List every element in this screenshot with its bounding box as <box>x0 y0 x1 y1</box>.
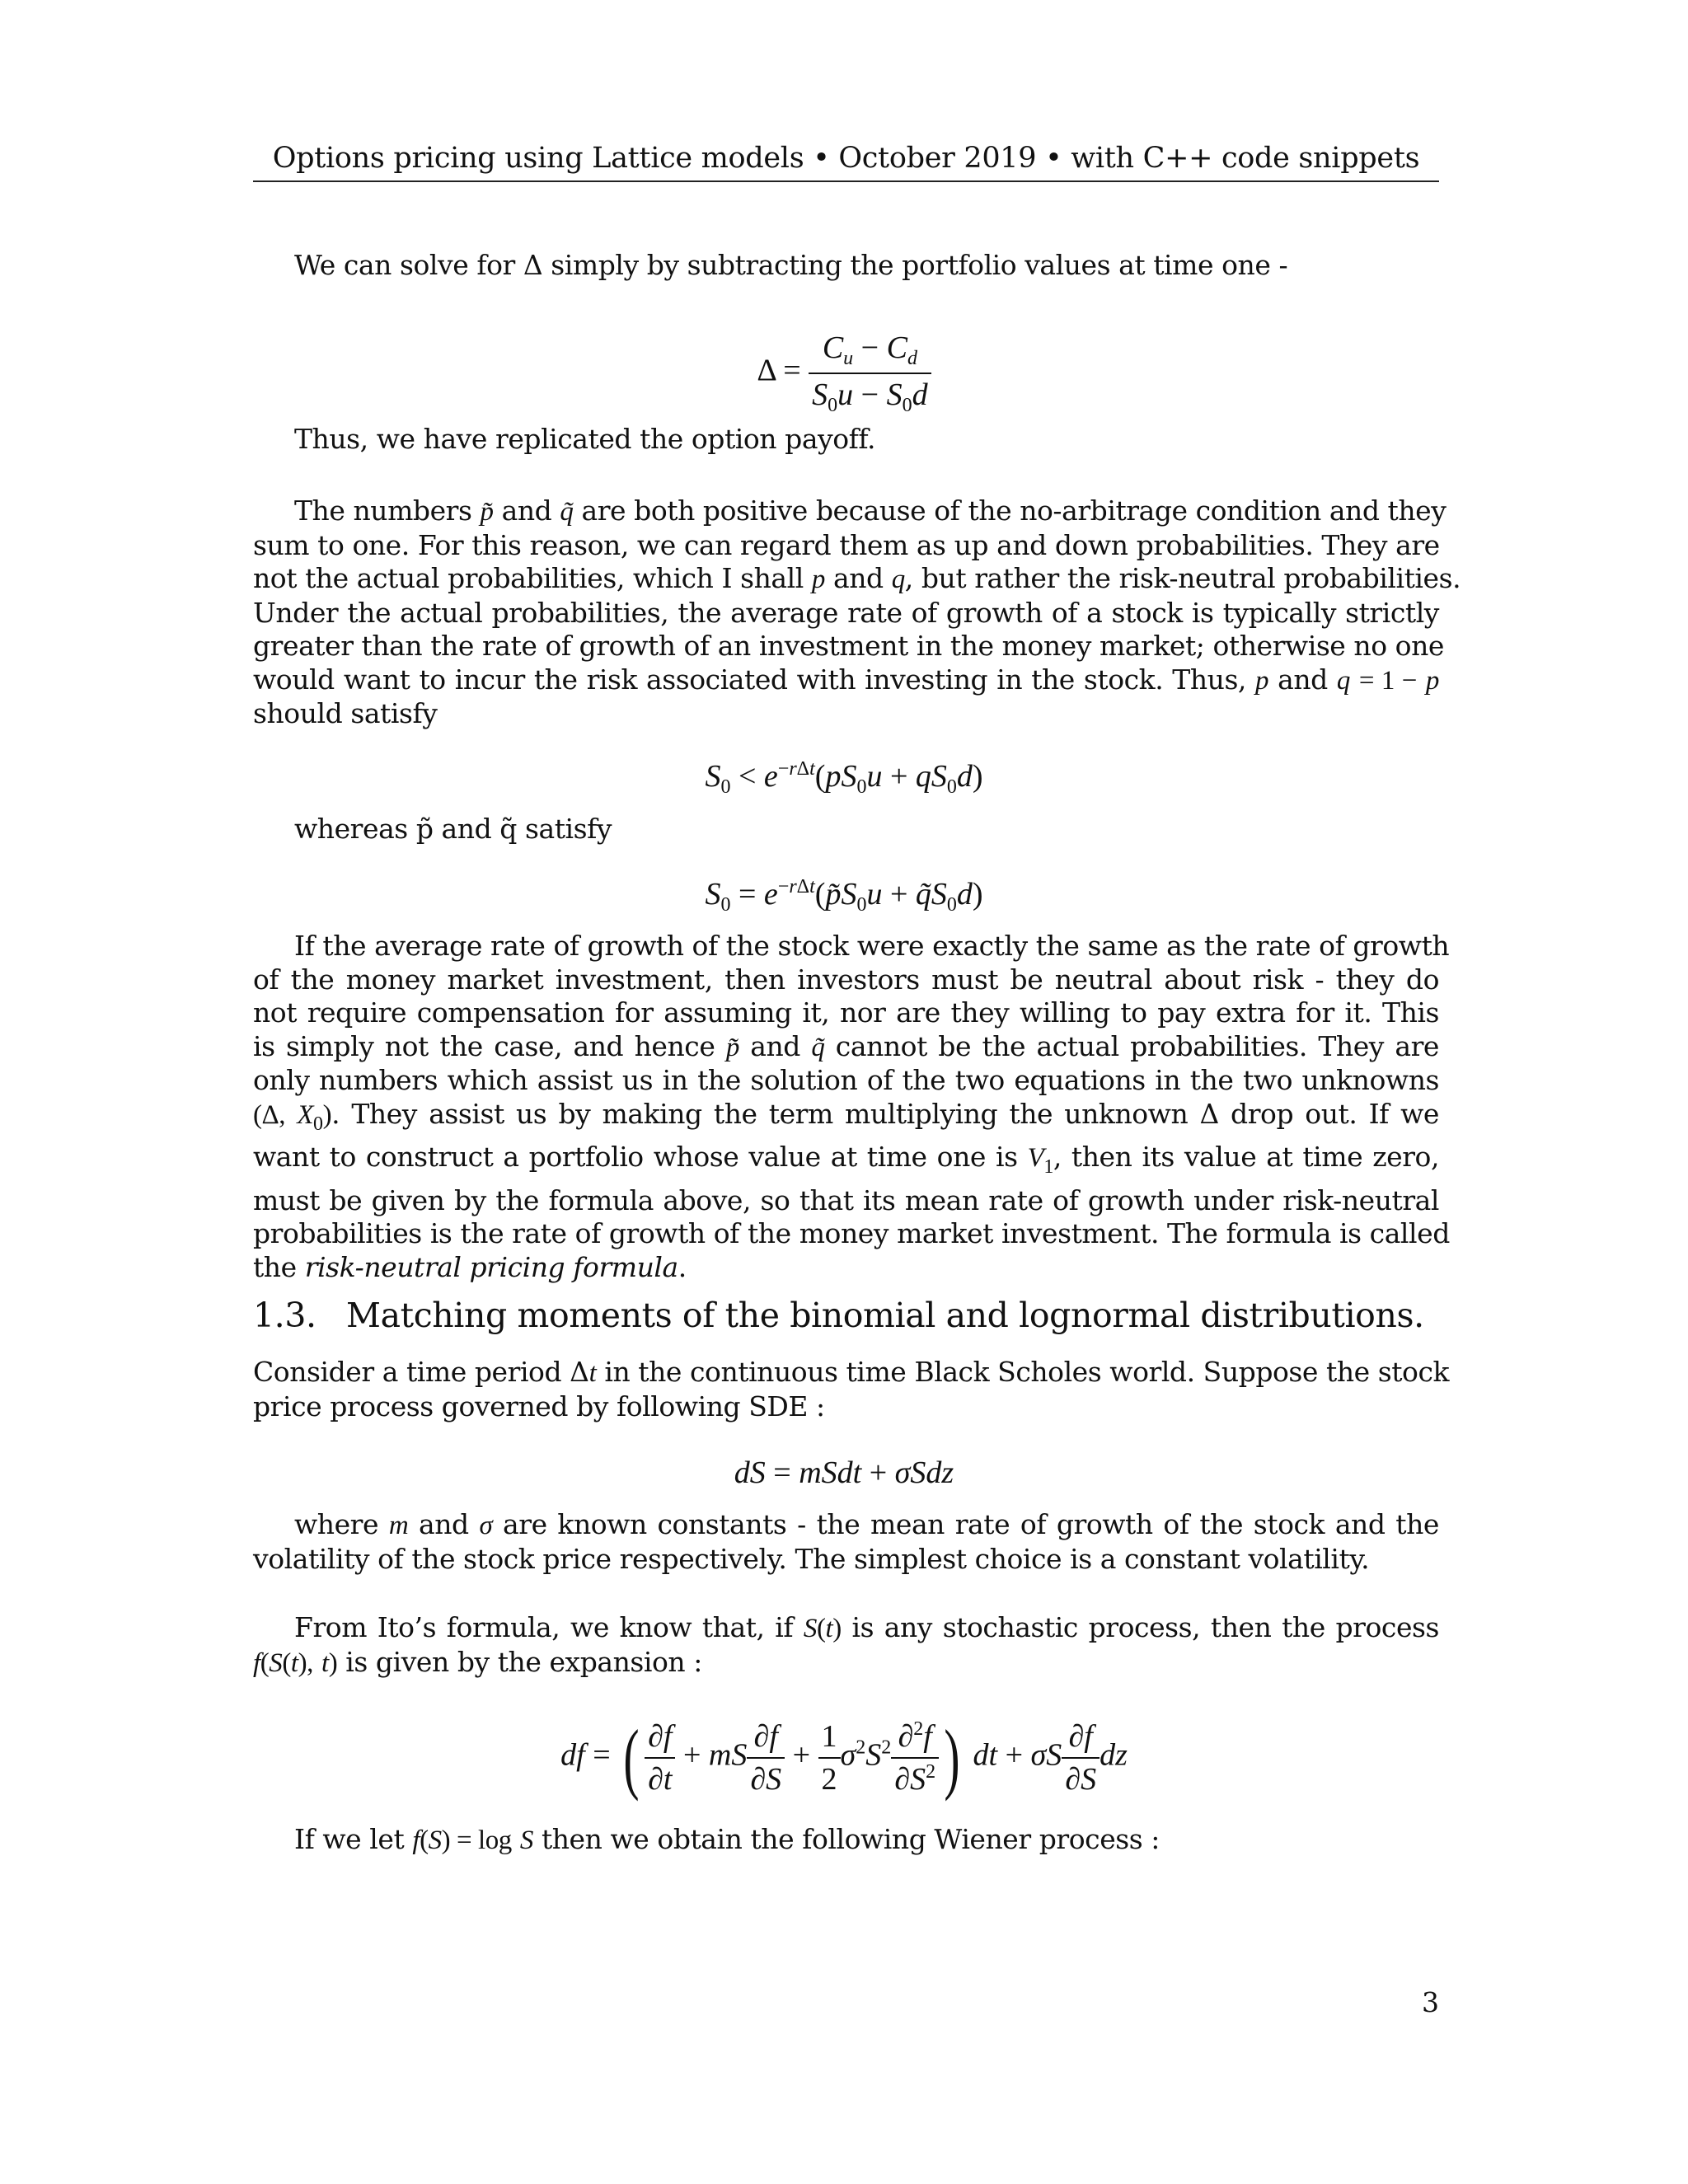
paragraph-risk-neutral: The numbers p̃ and q̃ are both positive because of the no-arbitrage condition and they sum to one. For this reason, we can regard them as up and down probabilities. They are not the actual probabilities, which I shall p and q, but rather the risk-neutral probabilities. Under the actual probabilities, the average rate of growth of a stock is typically strictly greater than the rate of growth of an investment in the money market; otherwise no one would want to incur the risk associated with investing in the stock. Thus, p and q = 1 − p should satisfy <box>253 494 1461 729</box>
equation-sde: dS = mSdt + σSdz <box>734 1455 954 1490</box>
paragraph-constants: where m and σ are known constants - the mean rate of growth of the stock and the volatility of the stock price respectively. The simplest choice is a constant volatility. <box>253 1508 1439 1575</box>
paragraph-neutral-about-risk: If the average rate of growth of the stock were exactly the same as the rate of growth of the money market investment, then investors must be neutral about risk - they do not require compensation for assuming it, nor are they willing to pay extra for it. This is simply not the case, and hence p̃ and q̃ cannot be the actual probabilities. They are only numbers which assist us in the solution of the two equations in the two unknowns (Δ, $X_0$). They assist us by making the term multiplying the unknown Δ drop out. If we want to construct a portfolio whose value at time one is $V_1$, then its value at time zero, must be given by the formula above, so that its mean rate of growth under risk-neutral probabilities is the rate of growth of the money market investment. The formula is called the risk-neutral pricing formula. <box>253 930 1450 1283</box>
paragraph-ito: From Ito’s formula, we know that, if S(t) is any stochastic process, then the process f(S(t), t) is given by the expansion : <box>253 1611 1439 1678</box>
section-number: 1.3. <box>253 1296 316 1335</box>
running-header: Options pricing using Lattice models • October 2019 • with C++ code snippets <box>272 142 1420 175</box>
paragraph-replicated: Thus, we have replicated the option payoff. <box>294 423 876 455</box>
section-title: Matching moments of the binomial and lognormal distributions. <box>346 1296 1424 1335</box>
header-rule <box>253 180 1439 182</box>
paragraph-delta: We can solve for Δ simply by subtracting the portfolio values at time one - <box>294 249 1288 281</box>
equation-delta: Δ = $\frac{C_u - C_d}{S_0u - S_0d}$ <box>0 330 1688 417</box>
section-heading <box>253 1296 1424 1335</box>
equation-actual-prob: $S_0 < e^{-r\Delta t}(pS_0u + qS_0d)$ <box>705 758 983 798</box>
whereas-line: whereas p̃ and q̃ satisfy <box>294 813 612 845</box>
equation-ito: df = ( $\frac{\partial f}{\partial t}$ + mS $\frac{\partial f}{\partial S}$ + $\frac{1}{2}$ $\sigma^2S^2$ $\frac{\partial^2f}{\partial S^2}$ ) dt + σS $\frac{\partial f}{\partial S}$ dz <box>560 1713 1128 1802</box>
equation-risk-neutral: $S_0$ = $e^{-r\Delta t}(p̃S_0u$ + $q̃S_0d$) <box>705 876 983 916</box>
page-number: 3 <box>1422 1986 1439 2018</box>
paragraph-time-period: Consider a time period Δt in the continuous time Black Scholes world. Suppose the stock price process governed by following SDE : <box>253 1356 1450 1422</box>
paragraph-log: If we let f(S) = log S then we obtain the following Wiener process : <box>294 1823 1160 1855</box>
